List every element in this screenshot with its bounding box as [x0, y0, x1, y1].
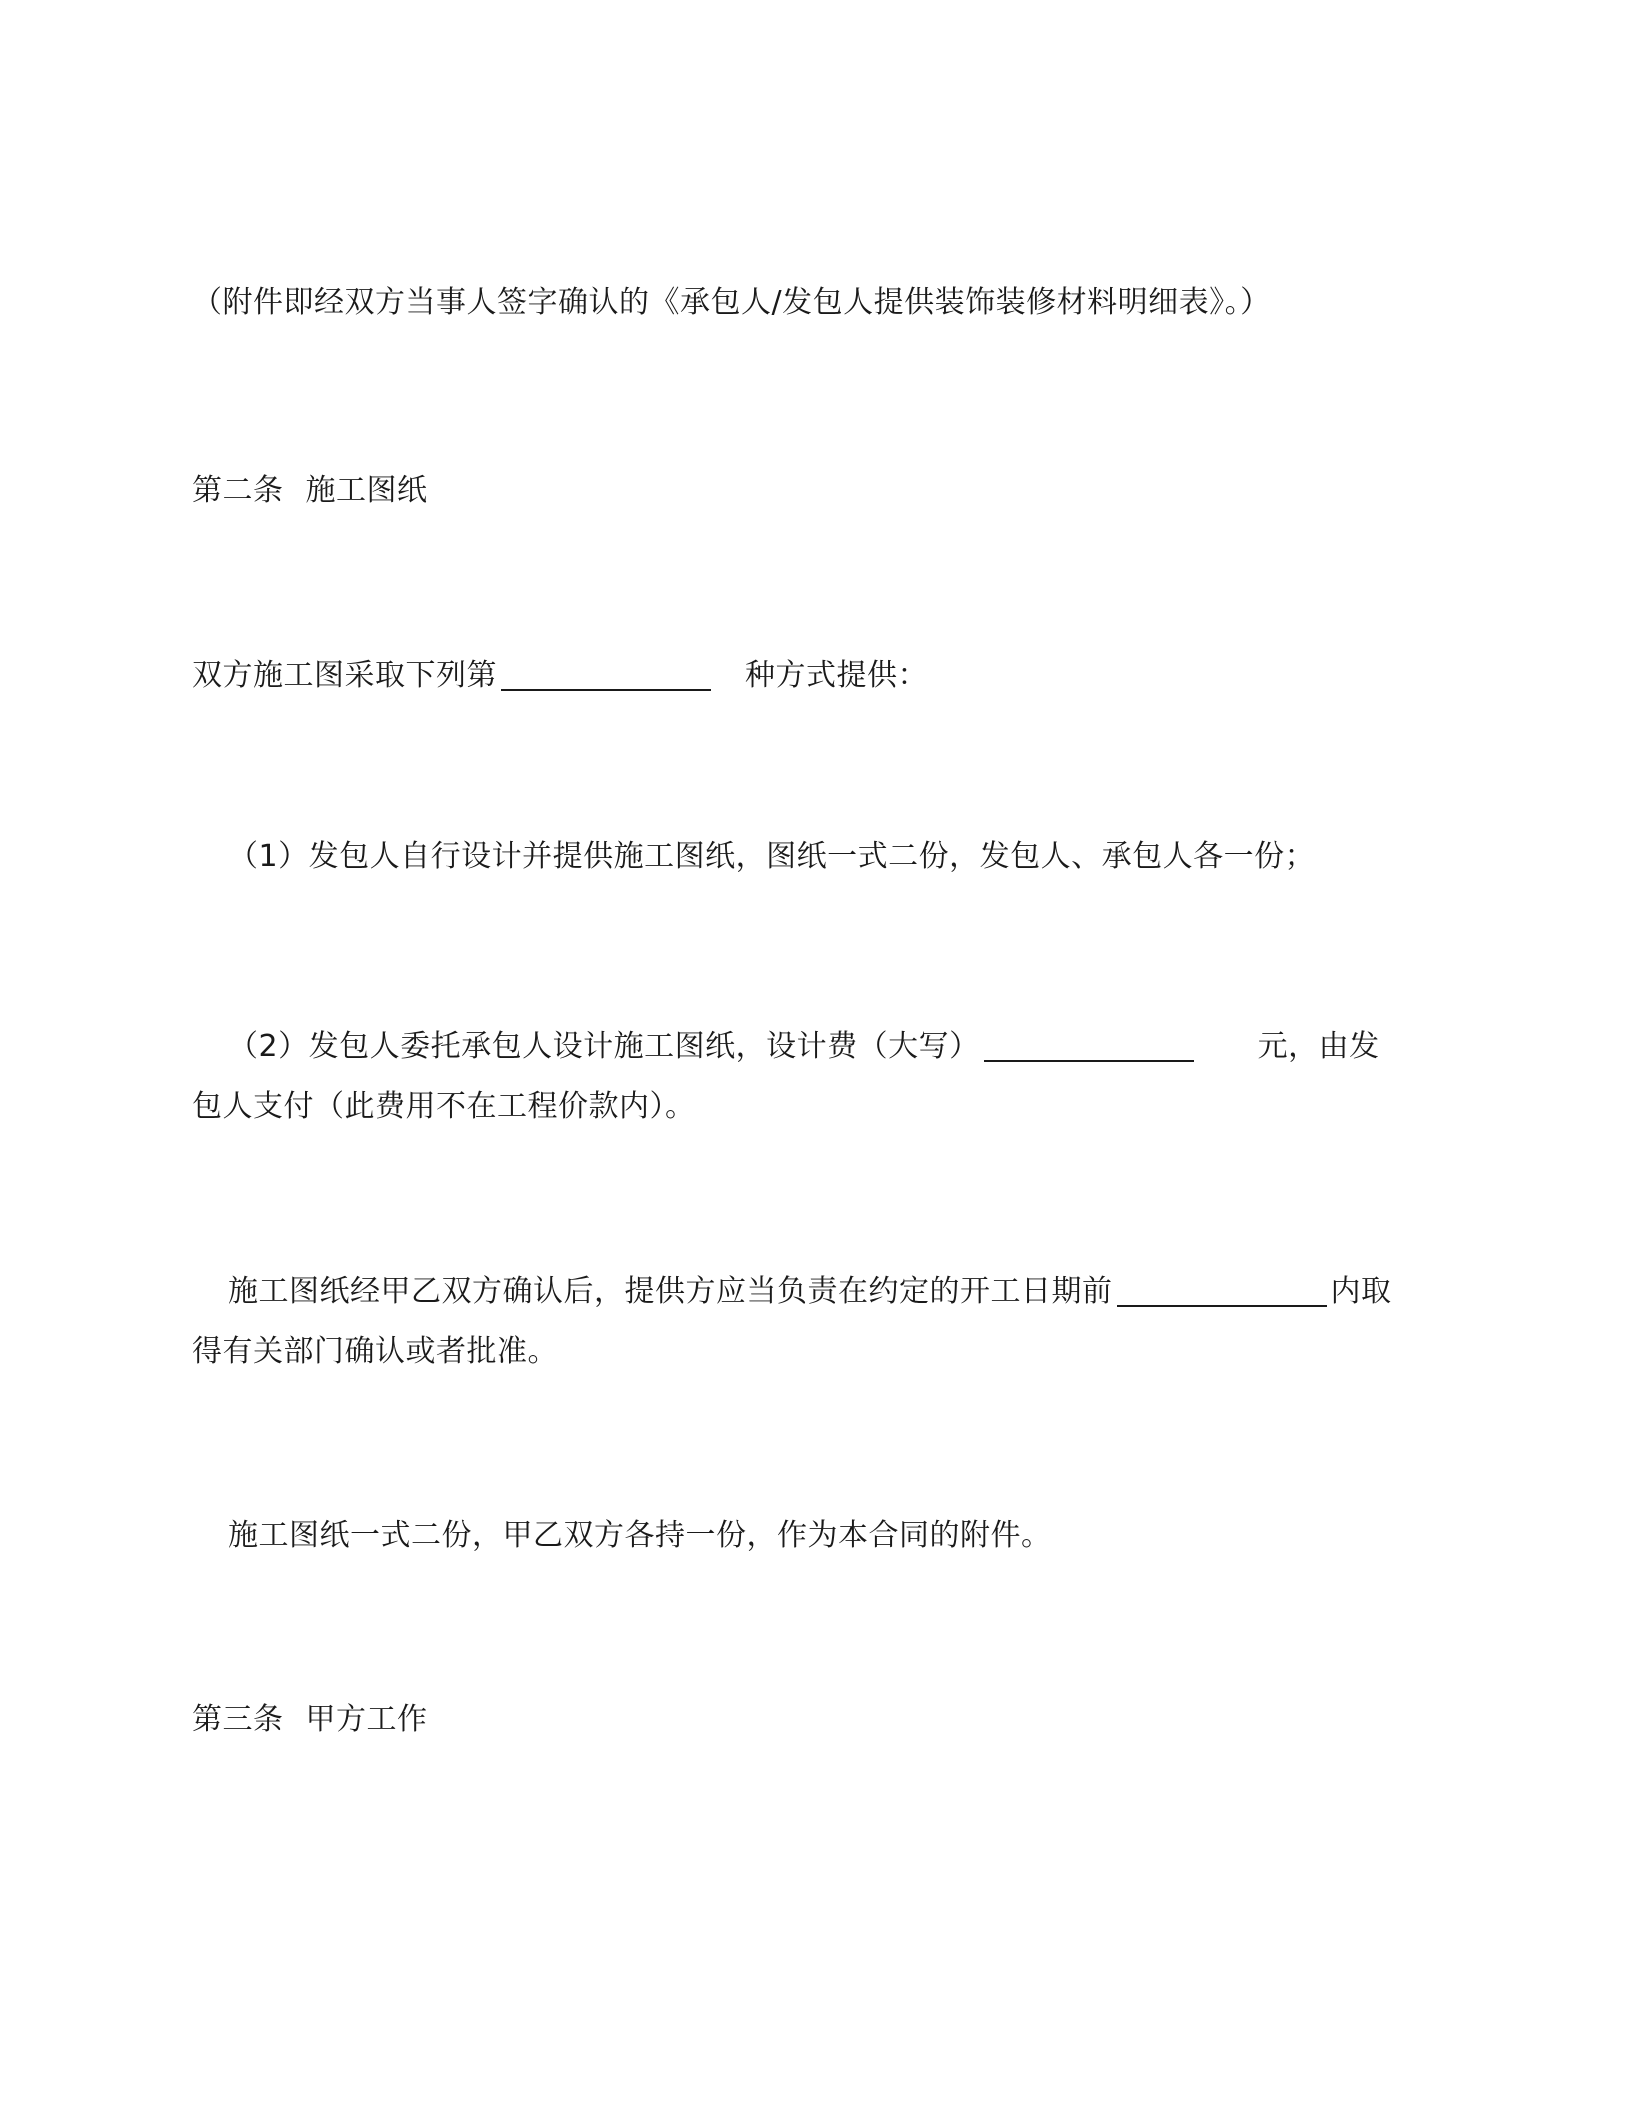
article-3-title: 甲方工作: [305, 1702, 428, 1737]
method-line: [192, 659, 928, 691]
approval-line-2: [192, 1334, 558, 1369]
approval-continuation: 得有关部门确认或者批准。: [192, 1334, 558, 1369]
approval-after: 内取: [1330, 1274, 1392, 1309]
article-3-heading: [192, 1702, 428, 1737]
approval-before: 施工图纸经甲乙双方确认后，提供方应当负责在约定的开工日期前: [228, 1274, 1113, 1309]
method-line-after: 种方式提供：: [745, 658, 928, 693]
option-2-before: （2）发包人委托承包人设计施工图纸，设计费（大写）: [228, 1029, 980, 1064]
article-2-title: 施工图纸: [305, 473, 428, 508]
method-line-before: 双方施工图采取下列第: [192, 658, 497, 693]
option-2-line-2: [192, 1089, 696, 1124]
copies-line: [228, 1518, 1052, 1553]
article-2-number: 第二条: [192, 473, 284, 508]
copies-text: 施工图纸一式二份，甲乙双方各持一份，作为本合同的附件。: [228, 1518, 1052, 1553]
approval-period-blank[interactable]: [1117, 1275, 1327, 1307]
approval-line-1: [228, 1275, 1392, 1307]
design-fee-blank[interactable]: [984, 1030, 1194, 1062]
attachment-note-text: （附件即经双方当事人签字确认的《承包人/发包人提供装饰装修材料明细表》。）: [192, 285, 1271, 320]
option-2-continuation: 包人支付（此费用不在工程价款内）。: [192, 1089, 696, 1124]
option-2-line-1: [228, 1030, 1380, 1062]
option-1-text: （1）发包人自行设计并提供施工图纸，图纸一式二份，发包人、承包人各一份；: [228, 839, 1316, 874]
article-2-heading: [192, 473, 428, 508]
article-3-number: 第三条: [192, 1702, 284, 1737]
method-number-blank[interactable]: [501, 659, 711, 691]
attachment-note: [192, 285, 1271, 320]
option-2-after: 元，由发: [1257, 1029, 1380, 1064]
option-1: [228, 839, 1316, 874]
